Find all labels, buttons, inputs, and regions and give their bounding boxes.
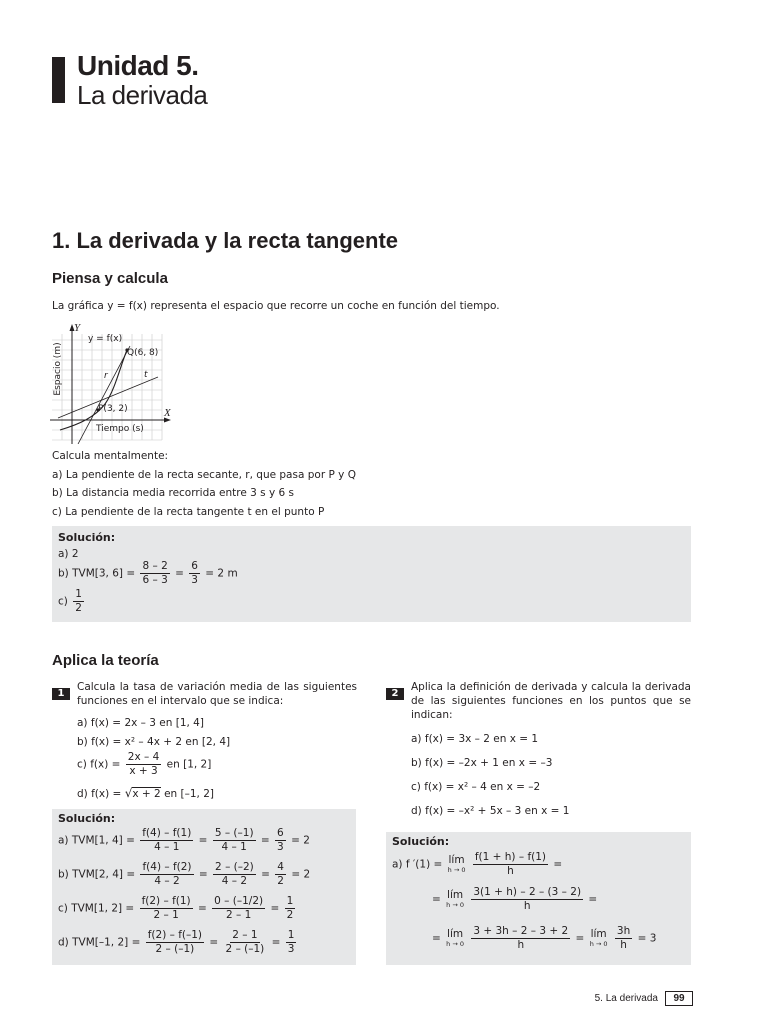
exercise-2-badge: 2 xyxy=(386,681,404,700)
section-title: 1. La derivada y la recta tangente xyxy=(52,228,399,253)
solution-title: Solución: xyxy=(58,531,116,544)
question-a: a) La pendiente de la recta secante, r, que pasa por P y Q xyxy=(52,469,356,481)
exercise-1-solution-c: c) TVM[1, 2] = $\frac{f(2) - f(1)}{2 - 1}$ = $\frac{0 - (-1/2)}{2 - 1}$ = $\frac{1}{2}$ xyxy=(58,895,294,921)
footer-chapter: 5. La derivada xyxy=(594,993,658,1004)
exercise-2-solution-title: Solución: xyxy=(392,835,450,848)
y-axis-letter: Y xyxy=(74,322,81,334)
exercise-2-d: d) f(x) = –x² + 5x – 3 en x = 1 xyxy=(411,805,570,817)
exercise-1-solution-a: a) TVM[1, 4] = $\frac{f(4) - f(1)}{4 - 1}$ = $\frac{5 - (-1)}{4 - 1}$ = $\frac{6}{3}$ = 2 xyxy=(58,827,310,853)
y-axis-label: Espacio (m) xyxy=(53,342,63,396)
exercise-2-solution-line-1: a) f ′(1) = lím h → 0 $\frac{f(1 + h) - f(1)}{h}$ = xyxy=(392,851,563,877)
exercise-1-b: b) f(x) = x² – 4x + 2 en [2, 4] xyxy=(77,736,231,748)
exercise-2-c: c) f(x) = x² – 4 en x = –2 xyxy=(411,781,541,793)
exercise-1-a: a) f(x) = 2x – 3 en [1, 4] xyxy=(77,717,204,729)
aplica-heading: Aplica la teoría xyxy=(52,652,159,669)
solution-b: b) TVM[3, 6] = $\frac{8 - 2}{6 - 3}$ = $\frac{6}{3}$ = 2 m xyxy=(58,560,238,586)
piensa-intro: La gráfica y = f(x) representa el espacio que recorre un coche en función del tiempo. xyxy=(52,300,500,312)
unit-subtitle: La derivada xyxy=(77,80,208,110)
point-q-label: Q(6, 8) xyxy=(127,348,159,358)
unit-title-bar xyxy=(52,57,65,103)
exercise-1-solution-b: b) TVM[2, 4] = $\frac{f(4) - f(2)}{4 - 2}$ = $\frac{2 - (-2)}{4 - 2}$ = $\frac{4}{2}$ = 2 xyxy=(58,861,311,887)
exercise-2-b: b) f(x) = –2x + 1 en x = –3 xyxy=(411,757,553,769)
question-b: b) La distancia media recorrida entre 3 s y 6 s xyxy=(52,487,295,499)
exercise-1-solution-title: Solución: xyxy=(58,812,116,825)
x-axis-label: Tiempo (s) xyxy=(96,424,144,434)
exercise-1-text: Calcula la tasa de variación media de las siguientes funciones en el intervalo que se indica: xyxy=(77,681,357,707)
exercise-2-text: Aplica la definición de derivada y calcula la derivada de las siguientes funciones en los puntos que se indican: xyxy=(411,681,691,721)
exercise-2-a: a) f(x) = 3x – 2 en x = 1 xyxy=(411,733,539,745)
line-t-label: t xyxy=(144,370,148,380)
unit-title: Unidad 5. xyxy=(77,50,199,81)
line-r-label: r xyxy=(104,371,108,381)
exercise-2-solution-line-2: = lím h → 0 $\frac{3(1 + h) - 2 - (3 - 2)}{h}$ = xyxy=(432,886,598,912)
curve-label: y = f(x) xyxy=(88,334,123,344)
solution-c: c) $\frac{1}{2}$ xyxy=(58,588,82,614)
question-c: c) La pendiente de la recta tangente t en el punto P xyxy=(52,506,325,518)
exercise-1-d: d) f(x) = √x + 2 en [–1, 2] xyxy=(77,786,214,800)
page-number: 99 xyxy=(665,991,693,1006)
x-axis-letter: X xyxy=(164,407,171,419)
exercise-1-c: c) f(x) = $\frac{2x - 4}{x + 3}$ en [1, 2] xyxy=(77,751,212,777)
exercise-2-solution-line-3: = lím h → 0 $\frac{3 + 3h - 2 - 3 + 2}{h}$ = lím h → 0 $\frac{3h}{h}$ = 3 xyxy=(432,925,657,951)
solution-a: a) 2 xyxy=(58,548,79,560)
exercise-1-solution-d: d) TVM[–1, 2] = $\frac{f(2) - f(-1)}{2 - (-1)}$ = $\frac{2 - 1}{2 - (-1)}$ = $\frac{1}{3}$ xyxy=(58,929,295,955)
prompt: Calcula mentalmente: xyxy=(52,450,169,462)
exercise-1-badge: 1 xyxy=(52,681,70,700)
piensa-heading: Piensa y calcula xyxy=(52,270,168,287)
point-p-label: P(3, 2) xyxy=(98,404,128,414)
